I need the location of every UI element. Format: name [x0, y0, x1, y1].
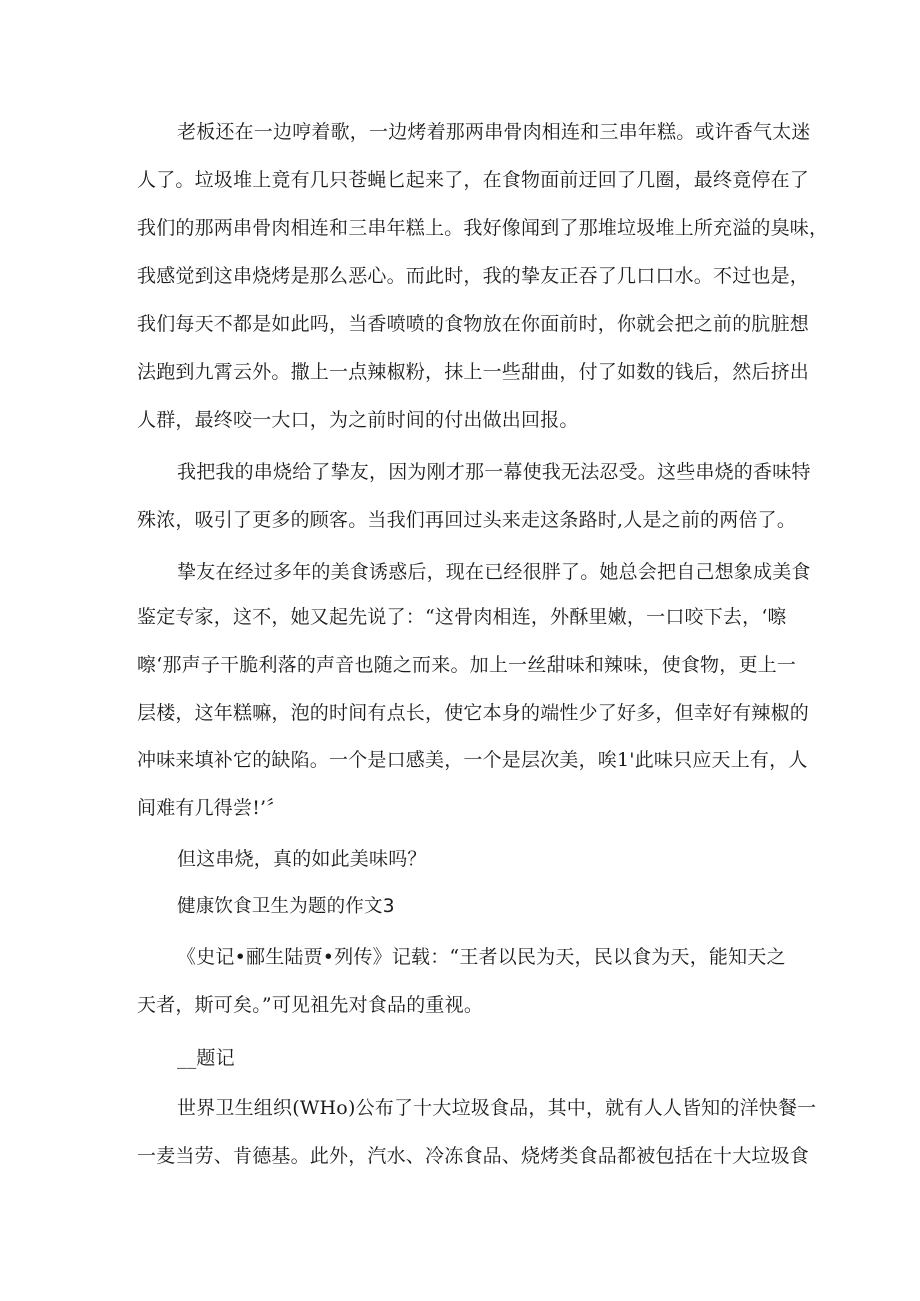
paragraph-4-line-1: 世界卫生组织(WHo)公布了十大垃圾食品，其中，就有人人皆知的洋快餐一	[177, 1097, 817, 1119]
paragraph-1-line-2: 人了。垃圾堆上竟有几只苍蝇匕起来了，在食物面前迂回了几圈，最终竟停在了	[137, 169, 810, 191]
epigraph-label: __题记	[177, 1047, 235, 1069]
paragraph-1-line-3: 我们的那两串骨肉相连和三串年糕上。我好像闻到了那堆垃圾堆上所充溢的臭味，	[137, 217, 829, 239]
paragraph-3-line-2: 鉴定专家，这不，她又起先说了：“这骨肉相连，外酥里嫩，一口咬下去，‘嚓	[137, 606, 787, 628]
paragraph-1-line-5: 我们每天不都是如此吗，当香喷喷的食物放在你面前时，你就会把之前的肮脏想	[137, 313, 810, 335]
paragraph-3-line-4: 层楼，这年糕嘛，泡的时间有点长，使它本身的端性少了好多，但幸好有辣椒的	[137, 702, 810, 724]
paragraph-3-line-3: 嚓‘那声子干脆利落的声音也随之而来。加上一丝甜味和辣味，使食物，更上一	[137, 654, 797, 676]
paragraph-3-line-5: 冲味来填补它的缺陷。一个是口感美，一个是层次美，唉1'此味只应天上有，人	[137, 749, 808, 771]
paragraph-4-line-2: 一麦当劳、肯德基。此外，汽水、冷冻食品、烧烤类食品都被包括在十大垃圾食	[137, 1145, 810, 1167]
question-line: 但这串烧，真的如此美味吗？	[177, 848, 427, 870]
essay-heading: 健康饮食卫生为题的作文3	[177, 896, 395, 917]
paragraph-1-line-7: 人群，最终咬一大口，为之前时间的付出做出回报。	[137, 409, 579, 431]
paragraph-2-line-2: 殊浓，吸引了更多的顾客。当我们再回过头来走这条路时,人是之前的两倍了。	[137, 509, 797, 531]
paragraph-3-line-1: 挚友在经过多年的美食诱惑后，现在已经很胖了。她总会把自己想象成美食	[177, 561, 811, 583]
paragraph-1-line-4: 我感觉到这串烧烤是那么恶心。而此时，我的挚友正吞了几口口水。不过也是，	[137, 265, 810, 287]
paragraph-1-line-1: 老板还在一边哼着歌，一边烤着那两串骨肉相连和三串年糕。或许香气太迷	[177, 121, 811, 143]
quote-line-2: 天者，斯可矣。”可见祖先对食品的重视。	[137, 994, 484, 1016]
paragraph-1-line-6: 法跑到九霄云外。撒上一点辣椒粉，抹上一些甜曲，付了如数的钱后，然后挤出	[137, 361, 810, 383]
quote-line-1: 《史记•郦生陆贾•列传》记载：“王者以民为天，民以食为天，能知天之	[177, 946, 786, 968]
paragraph-2-line-1: 我把我的串烧给了挚友，因为刚才那一幕使我无法忍受。这些串烧的香味特	[177, 461, 811, 483]
paragraph-3-line-6: 间难有几得尝!’〞	[137, 797, 286, 819]
